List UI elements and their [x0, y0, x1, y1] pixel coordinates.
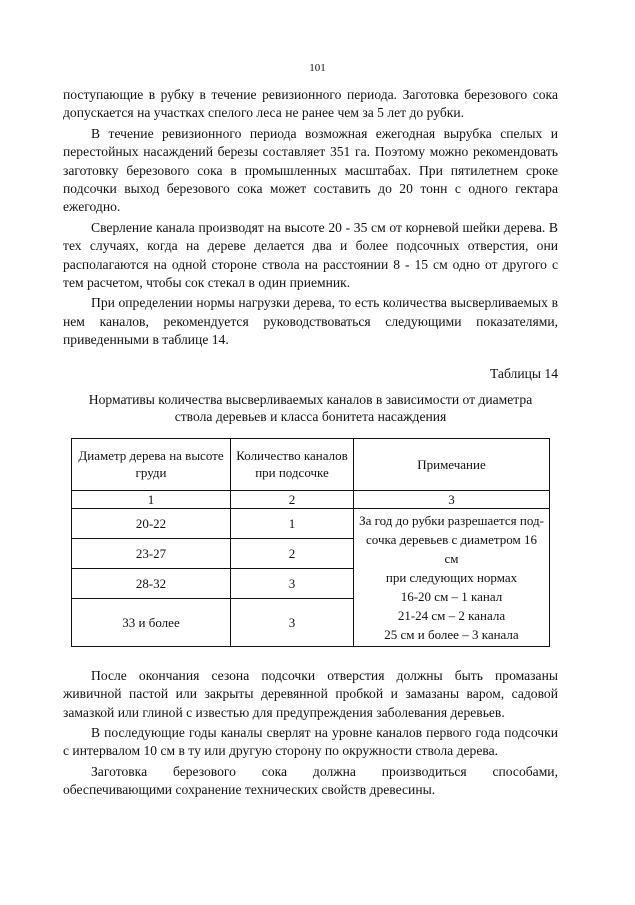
column-number: 1 — [72, 490, 231, 508]
table-header-row — [72, 438, 550, 490]
page-number: 101 — [309, 62, 326, 74]
paragraph: После окончания сезона подсочки отверстия должны быть промазаны живичной пастой или закрыты деревянной пробкой и замазаны варом, садовой замазкой или глиной с известью для предупреждения заболевания деревьев. — [63, 667, 558, 720]
header-cell: Примечание — [354, 438, 550, 490]
channels-cell: 3 — [231, 598, 354, 646]
channels-cell: 3 — [231, 568, 354, 598]
note-line: сочка деревьев с диаметром 16 см — [366, 531, 537, 566]
paragraph: В течение ревизионного периода возможная ежегодная вырубка спелых и перестойных насаждений березы составляет 351 га. Поэтому можно рекомендовать заготовку березового сока в промышленных масштабах. При пятилетнем сроке подсочки выход березового сока может составить до 20 тонн с одного гектара ежегодно. — [63, 125, 558, 215]
column-number: 3 — [354, 490, 550, 508]
diameter-cell: 23-27 — [72, 538, 231, 568]
note-line: За год до рубки разрешается под- — [359, 512, 544, 528]
norms-table — [71, 438, 550, 647]
diameter-cell: 28-32 — [72, 568, 231, 598]
table-row — [72, 508, 550, 538]
channels-cell: 2 — [231, 538, 354, 568]
note-cell — [354, 508, 550, 646]
note-line: при следующих нормах — [385, 569, 518, 585]
paragraph: Сверление канала производят на высоте 20 - 35 см от корневой шейки дерева. В тех случаях, когда на дереве делается два и более подсочных отверстия, они располагаются на одной стороне ствола на расстоянии 8 - 15 см одно от другого с тем расчетом, чтобы сок стекал в один приемник. — [63, 219, 558, 291]
paragraph: Заготовка березового сока должна производиться способами, обеспечивающими сохранение технических свойств древесины. — [63, 763, 558, 798]
table-caption-line: Нормативы количества высверливаемых каналов в зависимости от диаметра — [88, 391, 533, 407]
column-number: 2 — [231, 490, 354, 508]
note-line: 25 см и более – 3 канала — [384, 626, 519, 642]
note-line: 16-20 см – 1 канал — [400, 588, 503, 604]
table-caption — [63, 391, 558, 425]
paragraph: В последующие годы каналы сверлят на уровне каналов первого года подсочки с интервалом 10 см в ту или другую сторону по окружности ствола дерева. — [63, 724, 558, 759]
note-line: 21-24 см – 2 канала — [397, 607, 506, 623]
header-cell: Количество каналов при подсочке — [231, 438, 354, 490]
header-cell: Диаметр дерева на высоте груди — [72, 438, 231, 490]
diameter-cell: 33 и более — [72, 598, 231, 646]
page-content — [63, 86, 558, 800]
column-number-row — [72, 490, 550, 508]
table-caption-line: ствола деревьев и класса бонитета насаждения — [174, 408, 447, 424]
diameter-cell: 20-22 — [72, 508, 231, 538]
paragraph: При определении нормы нагрузки дерева, то есть количества высверливаемых в нем каналов, рекомендуется руководствоваться следующими показателями, приведенными в таблице 14. — [63, 295, 558, 348]
paragraph: поступающие в рубку в течение ревизионного периода. Заготовка березового сока допускается на участках спелого леса не ранее чем за 5 лет до рубки. — [63, 87, 558, 121]
channels-cell: 1 — [231, 508, 354, 538]
table-label: Таблицы 14 — [489, 365, 558, 381]
